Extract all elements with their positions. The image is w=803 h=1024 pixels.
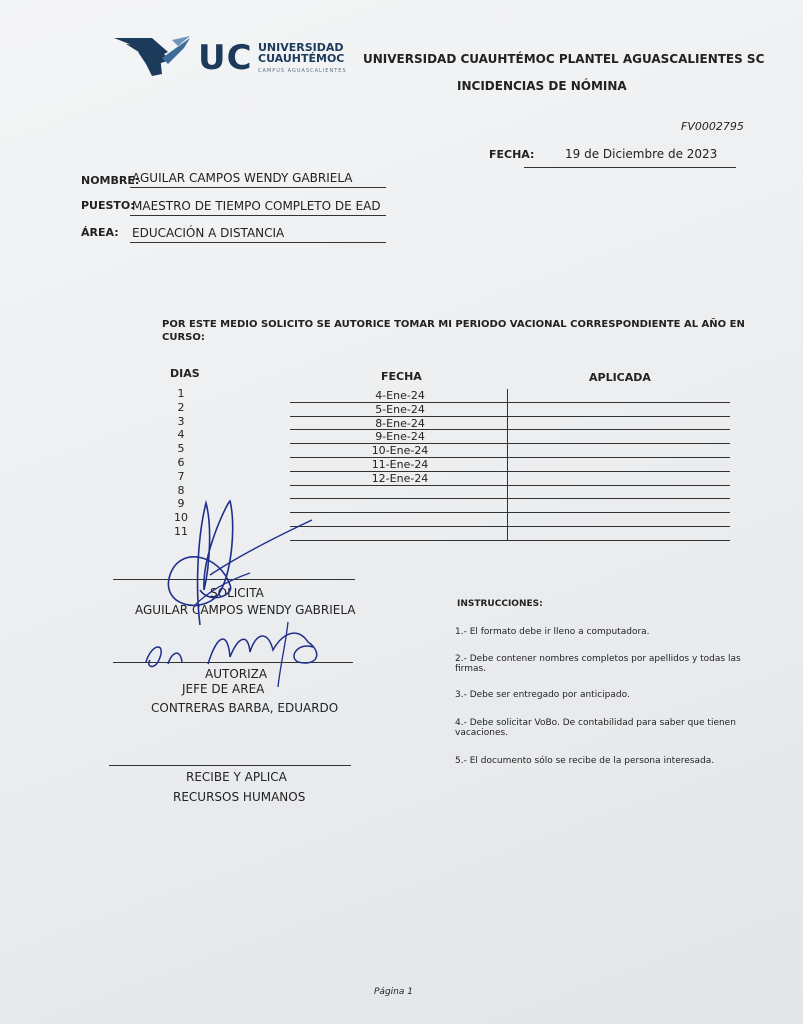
solicita-name: AGUILAR CAMPOS WENDY GABRIELA (135, 603, 356, 617)
table-row-day-number: 4 (177, 428, 185, 442)
table-row-fecha: 8-Ene-24 (375, 416, 425, 430)
logo-line-2: CUAUHTÉMOC (258, 52, 345, 65)
area-value: EDUCACIÓN A DISTANCIA (132, 226, 285, 240)
instruction-item-3: 3.- Debe ser entregado por anticipado. (455, 690, 630, 700)
instructions-title: INSTRUCCIONES: (457, 599, 543, 609)
table-row-fecha: 4-Ene-24 (375, 389, 425, 402)
autoriza-role: JEFE DE AREA (182, 682, 265, 696)
autoriza-name: CONTRERAS BARBA, EDUARDO (151, 701, 339, 715)
area-underline (130, 242, 386, 243)
eagle-icon (112, 34, 192, 78)
institution-name: UNIVERSIDAD CUAUHTÉMOC PLANTEL AGUASCALIENTES SC (363, 52, 765, 66)
instruction-item-2: 2.- Debe contener nombres completos por apellidos y todas las (455, 654, 741, 664)
table-row-day-number: 9 (177, 497, 185, 511)
instruction-item-2-cont: firmas. (455, 664, 487, 674)
table-row-day-number: 7 (177, 469, 185, 483)
folio-number: FV0002795 (681, 120, 744, 133)
nombre-label: NOMBRE: (81, 174, 140, 187)
nombre-value: AGUILAR CAMPOS WENDY GABRIELA (132, 171, 353, 185)
column-header-dias: DIAS (170, 367, 200, 380)
puesto-value: MAESTRO DE TIEMPO COMPLETO DE EAD (132, 199, 381, 213)
puesto-label: PUESTO: (81, 199, 135, 212)
request-text-line-1: POR ESTE MEDIO SOLICITO SE AUTORICE TOMAR MI PERIODO VACIONAL CORRESPONDIENTE AL AÑO EN (162, 319, 745, 330)
table-row-day-number: 1 (177, 387, 185, 400)
table-column-divider (507, 389, 508, 541)
area-label: ÁREA: (81, 226, 119, 239)
table-row-day-number: 11 (174, 525, 188, 538)
column-header-fecha: FECHA (381, 370, 422, 383)
fecha-value: 19 de Diciembre de 2023 (565, 147, 718, 161)
table-row-rule (290, 526, 730, 527)
request-text-line-2: CURSO: (162, 332, 205, 343)
form-title: INCIDENCIAS DE NÓMINA (457, 79, 627, 93)
table-row-day-number: 2 (177, 400, 185, 414)
table-row-rule (290, 485, 730, 486)
fecha-label: FECHA: (489, 148, 535, 161)
page-number: Página 1 (374, 987, 413, 997)
logo-tagline: CAMPUS AGUASCALIENTES (258, 68, 347, 74)
autoriza-signature-line (113, 662, 353, 663)
column-header-aplicada: APLICADA (589, 371, 651, 384)
logo-uc-text: UC (198, 38, 253, 78)
table-row-day-number: 8 (177, 483, 185, 497)
table-row-rule (290, 512, 730, 513)
table-row-day-number: 10 (174, 511, 188, 525)
table-row-fecha: 11-Ene-24 (371, 458, 429, 471)
recibe-label: RECIBE Y APLICA (186, 770, 287, 784)
table-row-day-number: 6 (177, 456, 185, 469)
table-row-fecha: 5-Ene-24 (375, 402, 425, 416)
nombre-underline (130, 187, 386, 188)
recibe-signature-line (109, 765, 351, 766)
logo-line-1: UNIVERSIDAD (258, 41, 344, 54)
university-logo (112, 34, 347, 82)
logo-university-name (258, 42, 344, 64)
instruction-item-1: 1.- El formato debe ir lleno a computadora. (455, 627, 650, 637)
table-row-day-number: 5 (177, 442, 185, 456)
instruction-item-5: 5.- El documento sólo se recibe de la persona interesada. (455, 756, 715, 766)
instruction-item-4-cont: vacaciones. (455, 728, 509, 738)
table-row-day-number: 3 (177, 414, 185, 428)
recibe-department: RECURSOS HUMANOS (173, 790, 306, 804)
solicita-signature-line (113, 579, 355, 580)
table-row-rule (290, 540, 730, 541)
table-row-rule (290, 498, 730, 499)
table-row-fecha: 10-Ene-24 (371, 444, 429, 458)
solicita-label: SOLICITA (210, 586, 264, 600)
fecha-underline (524, 167, 736, 168)
table-row-fecha: 12-Ene-24 (371, 471, 429, 485)
instruction-item-4: 4.- Debe solicitar VoBo. De contabilidad para saber que tienen (455, 718, 736, 728)
puesto-underline (130, 215, 386, 216)
table-row-fecha: 9-Ene-24 (375, 430, 425, 444)
autoriza-label: AUTORIZA (205, 667, 268, 681)
